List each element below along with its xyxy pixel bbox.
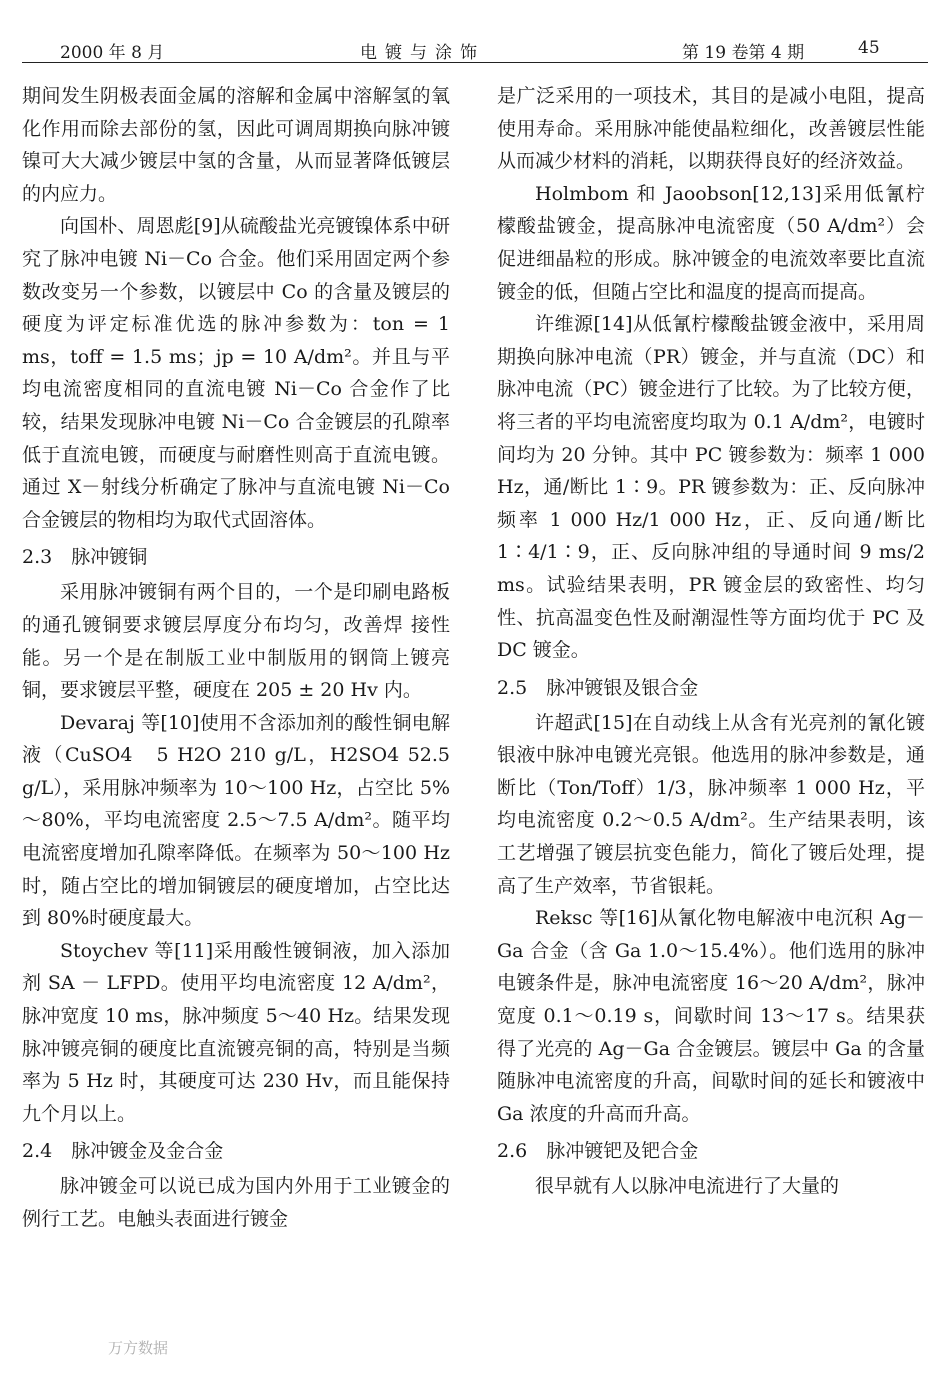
paragraph: Stoychev 等[11]采用酸性镀铜液，加入添加剂 SA － LFPD。使用平均电流密度 12 A/dm²，脉冲宽度 10 ms，脉冲频度 5～40 Hz。结果发现脉冲镀亮铜的硬度比直流镀亮铜的高，特别是当频率为 5 Hz 时，其硬度可达 230 Hv，而且能保持九个月以上。 (22, 939, 450, 1125)
running-header (22, 38, 928, 63)
issue-date: 2000 年 8 月 (60, 43, 165, 63)
paragraph: 向国朴、周恩彪[9]从硫酸盐光亮镀镍体系中研究了脉冲电镀 Ni－Co 合金。他们采用固定两个参数改变另一个参数，以镀层中 Co 的含量及镀层的硬度为评定标准优选的脉冲参数为：ton = 1 ms，toff = 1.5 ms；jp = 10 A/dm²。并且与平均电流密度相同的直流电镀 Ni－Co 合金作了比较，结果发现脉冲电镀 Ni－Co 合金镀层的孔隙率低于直流电镀，而硬度与耐磨性则高于直流电镀。通过 X－射线分析确定了脉冲与直流电镀 Ni－Co 合金镀层的物相均为取代式固溶体。 (22, 215, 450, 531)
section-heading-2-5: 2.5 脉冲镀银及银合金 (497, 676, 699, 699)
watermark: 万方数据 (108, 1339, 169, 1357)
paragraph: 脉冲镀金可以说已成为国内外用于工业镀金的例行工艺。电触头表面进行镀金 (22, 1175, 450, 1230)
paragraph: 很早就有人以脉冲电流进行了大量的 (535, 1175, 840, 1198)
page-number: 45 (858, 38, 880, 58)
right-column (497, 80, 925, 1203)
left-column (22, 80, 450, 1236)
paragraph: 采用脉冲镀铜有两个目的，一个是印刷电路板的通孔镀铜要求镀层厚度分布均匀，改善焊 接性能。另一个是在制版工业中制版用的钢筒上镀亮铜，要求镀层平整，硬度在 205 ± 20 Hv 内。 (22, 581, 450, 702)
paragraph: 是广泛采用的一项技术，其目的是减小电阻，提高使用寿命。采用脉冲能使晶粒细化，改善镀层性能从而减少材料的消耗，以期获得良好的经济效益。 (497, 85, 925, 173)
paragraph: Devaraj 等[10]使用不含添加剂的酸性铜电解液（CuSO4 5 H2O 210 g/L，H2SO4 52.5 g/L），采用脉冲频率为 10～100 Hz，占空比 5%～80%，平均电流密度 2.5～7.5 A/dm²。随平均电流密度增加孔隙率降低。在频率为 50～100 Hz 时，随占空比的增加铜镀层的硬度增加，占空比达到 80%时硬度最大。 (22, 711, 450, 930)
paragraph: 许超武[15]在自动线上从含有光亮剂的氰化镀银液中脉冲电镀光亮银。他选用的脉冲参数是，通断比（Ton/Toff）1/3，脉冲频率 1 000 Hz，平均电流密度 0.2～0.5 A/dm²。生产结果表明，该工艺增强了镀层抗变色能力，简化了镀后处理，提高了生产效率，节省银耗。 (497, 711, 925, 897)
paragraph: 期间发生阴极表面金属的溶解和金属中溶解氢的氧化作用而除去部份的氢，因此可调周期换向脉冲镀镍可大大减少镀层中氢的含量，从而显著降低镀层的内应力。 (22, 85, 450, 205)
paragraph: Reksc 等[16]从氰化物电解液中电沉积 Ag－Ga 合金（含 Ga 1.0～15.4%）。他们选用的脉冲电镀条件是，脉冲电流密度 16～20 A/dm²，脉冲宽度 0.1～0.19 s，间歇时间 13～17 s。结果获得了光亮的 Ag－Ga 合金镀层。镀层中 Ga 的含量随脉冲电流密度的升高，间歇时间的延长和镀液中 Ga 浓度的升高而升高。 (497, 907, 925, 1125)
journal-title: 电镀与涂饰 (360, 43, 485, 63)
volume-issue: 第 19 卷第 4 期 (682, 43, 805, 63)
section-heading-2-6: 2.6 脉冲镀钯及钯合金 (497, 1140, 699, 1163)
section-heading-2-3: 2.3 脉冲镀铜 (22, 546, 148, 569)
paragraph: 许维源[14]从低氰柠檬酸盐镀金液中，采用周期换向脉冲电流（PR）镀金，并与直流（DC）和脉冲电流（PC）镀金进行了比较。为了比较方便，将三者的平均电流密度均取为 0.1 A/dm²，电镀时间均为 20 分钟。其中 PC 镀参数为：频率 1 000 Hz，通/断比 1∶9。PR 镀参数为：正、反向脉冲频率 1 000 Hz/1 000 Hz，正、反向通/断比 1∶4/1∶9，正、反向脉冲组的导通时间 9 ms/2 ms。试验结果表明，PR 镀金层的致密性、均匀性、抗高温变色性及耐潮湿性等方面均优于 PC 及 DC 镀金。 (497, 313, 925, 662)
paragraph: Holmbom 和 Jaoobson[12,13]采用低氰柠檬酸盐镀金，提高脉冲电流密度（50 A/dm²）会促进细晶粒的形成。脉冲镀金的电流效率要比直流镀金的低，但随占空比和温度的提高而提高。 (497, 182, 925, 303)
section-heading-2-4: 2.4 脉冲镀金及金合金 (22, 1140, 224, 1163)
